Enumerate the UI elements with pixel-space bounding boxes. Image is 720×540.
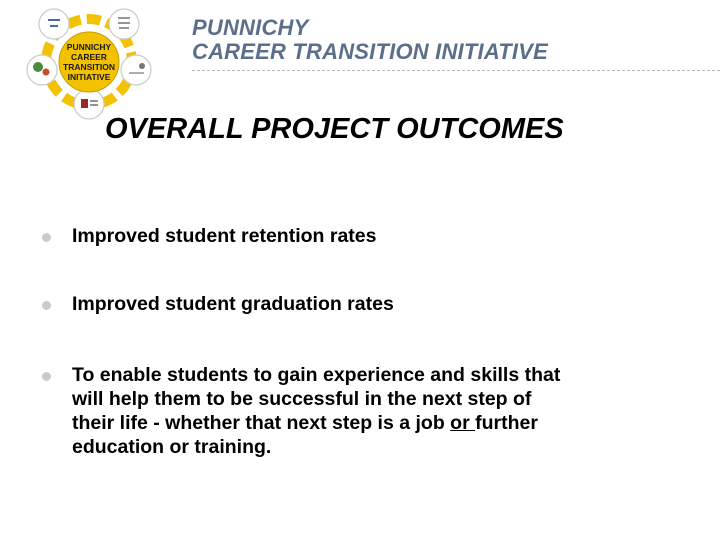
logo-text-line1: PUNNICHY	[66, 42, 112, 52]
bullet-text-line: To enable students to gain experience and skills that	[72, 364, 561, 386]
bullet-text-line: will help them to be successful in the next step of	[72, 388, 532, 410]
logo-text-line4: INITIATIVE	[67, 72, 111, 82]
slide-title: OVERALL PROJECT OUTCOMES	[105, 113, 564, 145]
bullet-dot-icon	[42, 233, 51, 242]
bullet-text-segment: their life - whether that next step is a job	[72, 412, 451, 434]
partner-circle-logo	[26, 4, 152, 120]
partner-circle-right	[121, 55, 151, 85]
header-title-line1: PUNNICHY	[192, 15, 309, 40]
bullet-text-line: education or training.	[72, 436, 272, 458]
partner-circle-bottom	[74, 89, 104, 119]
bullet-dot-icon	[42, 301, 51, 310]
bullet-text-line	[72, 411, 692, 435]
header-title	[192, 16, 548, 64]
bullet-text-segment: further	[475, 412, 538, 434]
partner-circle-top-right	[109, 9, 139, 39]
bullet-text: Improved student graduation rates	[72, 293, 394, 315]
bullet-dot-icon	[42, 372, 51, 381]
header-title-line2: CAREER TRANSITION INITIATIVE	[192, 39, 548, 64]
header-divider	[192, 70, 720, 71]
logo-text-line3: TRANSITION	[63, 62, 115, 72]
bullet-text: Improved student retention rates	[72, 225, 377, 247]
logo-text-line2: CAREER	[71, 52, 107, 62]
underlined-word: or	[450, 412, 476, 434]
partner-circle-top-left	[39, 9, 69, 39]
bullet-text	[72, 363, 692, 459]
